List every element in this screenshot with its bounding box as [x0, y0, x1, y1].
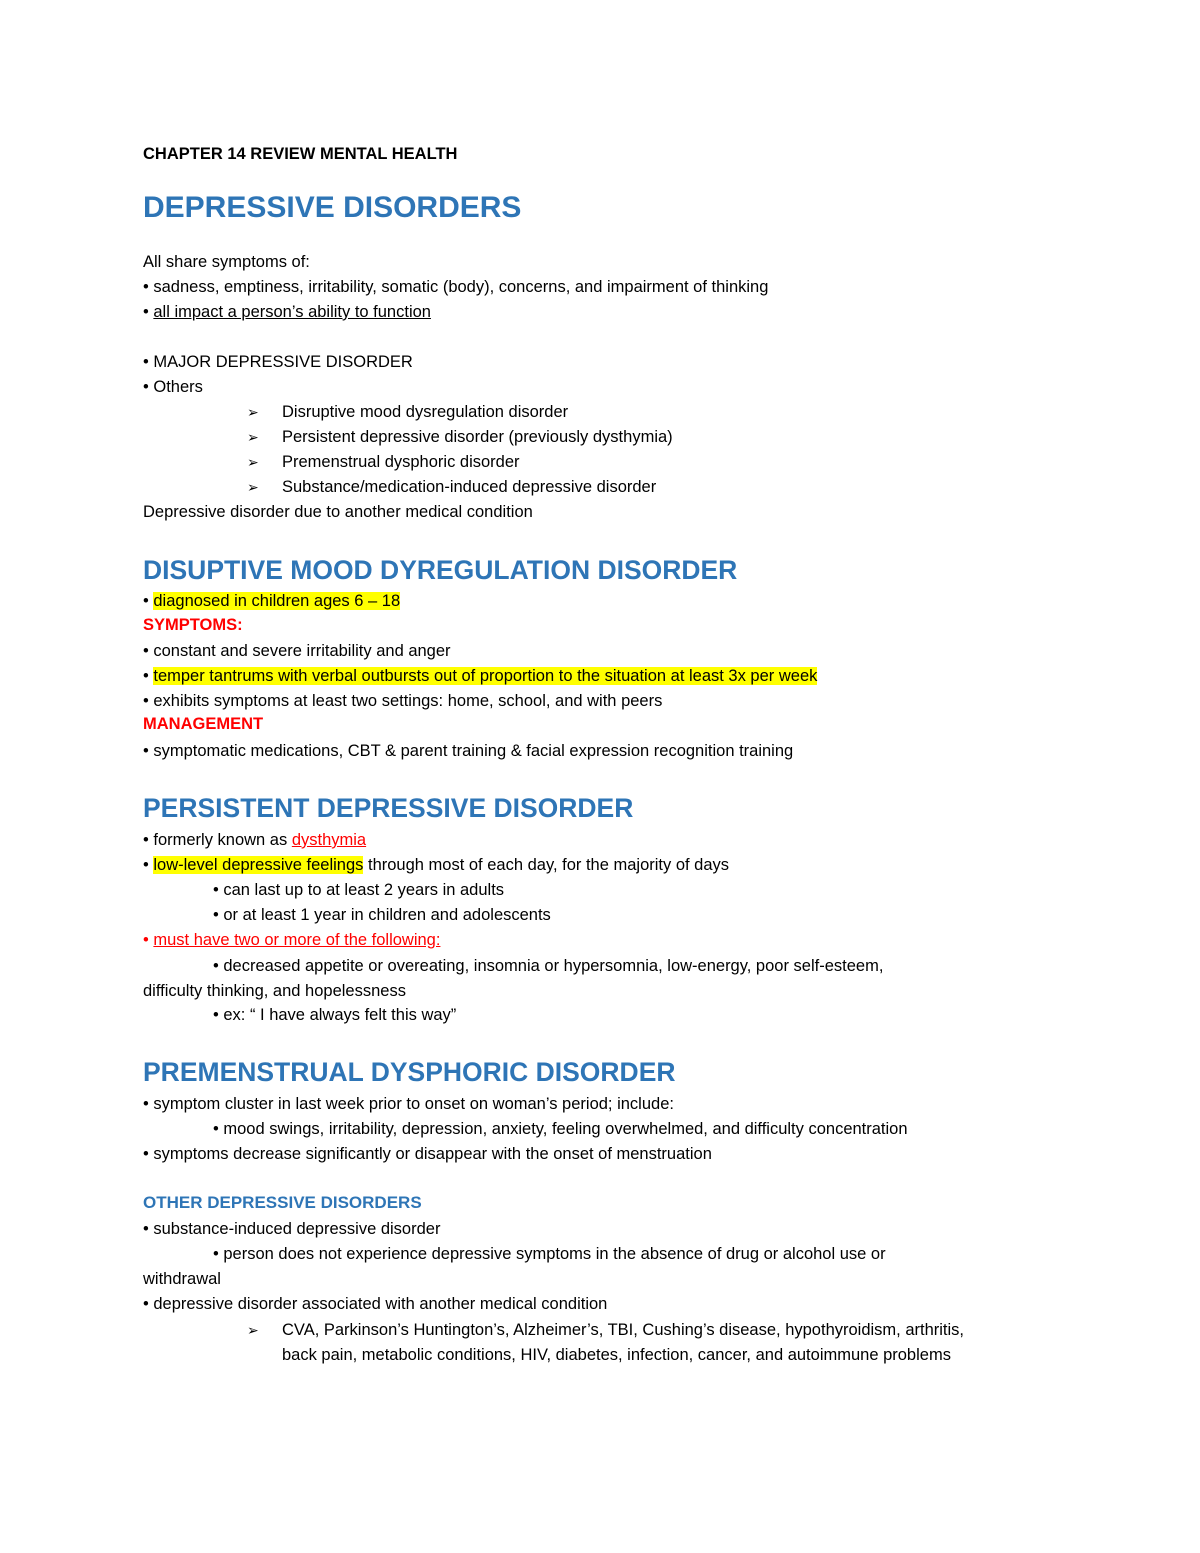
highlighted-text: temper tantrums with verbal outbursts out of proportion to the situation at least 3x per week — [153, 667, 818, 685]
heading-dmdd: DISUPTIVE MOOD DYREGULATION DISORDER — [143, 555, 738, 585]
list-item: • symptomatic medications, CBT & parent training & facial expression recognition training — [143, 742, 794, 760]
list-item: • low-level depressive feelings through most of each day, for the majority of days — [143, 856, 730, 874]
list-item: • exhibits symptoms at least two settings: home, school, and with peers — [143, 692, 663, 710]
intro-text: All share symptoms of: — [143, 253, 310, 271]
list-item: • Others — [143, 378, 203, 396]
sub-list-item: • can last up to at least 2 years in adults — [213, 881, 505, 899]
highlighted-text: low-level depressive feelings — [153, 856, 364, 874]
list-item: • symptoms decrease significantly or disappear with the onset of menstruation — [143, 1145, 712, 1163]
paragraph: Depressive disorder due to another medical condition — [143, 503, 533, 521]
highlighted-text: diagnosed in children ages 6 – 18 — [153, 592, 401, 610]
list-item: • depressive disorder associated with another medical condition — [143, 1295, 608, 1313]
sub-list-item: • decreased appetite or overeating, insomnia or hypersomnia, low-energy, poor self-esteem, — [213, 957, 884, 975]
symptoms-label: SYMPTOMS: — [143, 616, 243, 634]
heading-pdd: PERSISTENT DEPRESSIVE DISORDER — [143, 793, 634, 823]
sub-list-item: ➢ Premenstrual dysphoric disorder — [247, 453, 520, 471]
heading-other-depressive-disorders: OTHER DEPRESSIVE DISORDERS — [143, 1193, 422, 1212]
sub-list-item: • or at least 1 year in children and adolescents — [213, 906, 551, 924]
arrow-bullet-icon: ➢ — [247, 1322, 259, 1338]
list-item: • substance-induced depressive disorder — [143, 1220, 441, 1238]
list-item: • formerly known as dysthymia — [143, 831, 367, 849]
sub-list-item: ➢ Disruptive mood dysregulation disorder — [247, 403, 569, 421]
arrow-bullet-icon: ➢ — [247, 429, 259, 445]
arrow-bullet-icon: ➢ — [247, 479, 259, 495]
arrow-bullet-icon: ➢ — [247, 454, 259, 470]
list-item: • MAJOR DEPRESSIVE DISORDER — [143, 353, 413, 371]
sub-list-item: • mood swings, irritability, depression, anxiety, feeling overwhelmed, and difficulty concentration — [213, 1120, 908, 1138]
list-item: • temper tantrums with verbal outbursts out of proportion to the situation at least 3x per week — [143, 667, 818, 685]
management-label: MANAGEMENT — [143, 715, 264, 733]
list-item: • diagnosed in children ages 6 – 18 — [143, 592, 401, 610]
sub-list-item-continued: withdrawal — [143, 1270, 221, 1288]
underlined-text: all impact a person’s ability to function — [153, 303, 431, 321]
sub-list-item: ➢ Substance/medication-induced depressive disorder — [247, 478, 657, 496]
sub-list-item-continued: difficulty thinking, and hopelessness — [143, 982, 406, 1000]
sub-list-item: ➢ Persistent depressive disorder (previously dysthymia) — [247, 428, 673, 446]
heading-pmdd: PREMENSTRUAL DYSPHORIC DISORDER — [143, 1057, 676, 1087]
list-item: • must have two or more of the following: — [143, 931, 441, 949]
sub-list-item-continued: back pain, metabolic conditions, HIV, diabetes, infection, cancer, and autoimmune problems — [282, 1346, 951, 1364]
document-title: CHAPTER 14 REVIEW MENTAL HEALTH — [143, 145, 458, 163]
list-item: • sadness, emptiness, irritability, somatic (body), concerns, and impairment of thinking — [143, 278, 769, 296]
sub-list-item: ➢ CVA, Parkinson’s Huntington’s, Alzheimer’s, TBI, Cushing’s disease, hypothyroidism, arthritis, — [247, 1321, 965, 1339]
sub-list-item: • person does not experience depressive symptoms in the absence of drug or alcohol use or — [213, 1245, 886, 1263]
list-item: • all impact a person’s ability to function — [143, 303, 431, 321]
red-underlined-text: must have two or more of the following: — [153, 931, 441, 949]
arrow-bullet-icon: ➢ — [247, 404, 259, 420]
sub-list-item: • ex: “ I have always felt this way” — [213, 1006, 457, 1024]
heading-depressive-disorders: DEPRESSIVE DISORDERS — [143, 191, 522, 224]
list-item: • symptom cluster in last week prior to onset on woman’s period; include: — [143, 1095, 674, 1113]
list-item: • constant and severe irritability and anger — [143, 642, 451, 660]
red-underlined-text: dysthymia — [291, 831, 367, 849]
